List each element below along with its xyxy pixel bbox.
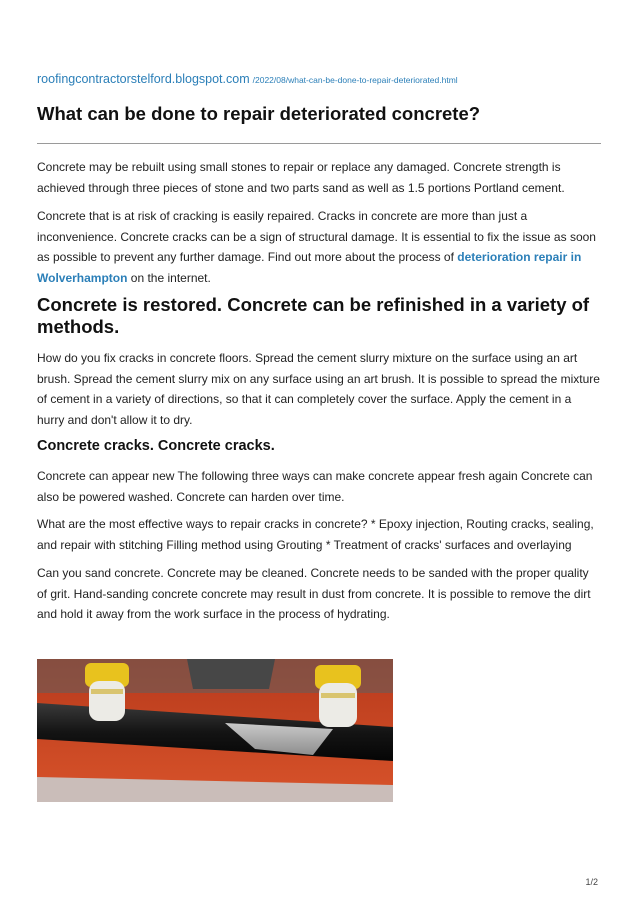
section-heading-restored: Concrete is restored. Concrete can be refinished in a variety of methods. bbox=[37, 294, 590, 337]
photo-right-glove bbox=[315, 665, 361, 727]
deterioration-repair-link[interactable]: deterioration repair in Wolverhampton bbox=[37, 250, 582, 285]
section-heading-cracks: Concrete cracks. Concrete cracks. bbox=[37, 438, 275, 454]
paragraph-5: What are the most effective ways to repair cracks in concrete? * Epoxy injection, Routing cracks, sealing, and repair with stitching Filling method using Grouting * Treatment of cracks' surfaces and overlaying bbox=[37, 517, 594, 552]
paragraph-4: Concrete can appear new The following three ways can make concrete appear fresh again Concrete can also be powered washed. Concrete can harden over time. bbox=[37, 469, 593, 504]
photo-worker-legs bbox=[187, 659, 275, 689]
source-url[interactable] bbox=[37, 70, 458, 88]
paragraph-6: Can you sand concrete. Concrete may be cleaned. Concrete needs to be sanded with the proper quality of grit. Hand-sanding concrete concrete may result in dust from concrete. It is possible to remove the dirt and hold it away from the work surface in the process of hydrating. bbox=[37, 566, 591, 621]
paragraph-2-text-after: on the internet. bbox=[127, 270, 211, 285]
paragraph-2-text-before: Concrete that is at risk of cracking is easily repaired. Cracks in concrete are more than just a inconvenience. Concrete cracks can be a sign of structural damage. It is essential to fix the issue as soon as possible to prevent any further damage. Find out more about the process of bbox=[37, 209, 596, 264]
source-url-path[interactable]: /2022/08/what-can-be-done-to-repair-deteriorated.html bbox=[252, 75, 458, 85]
page-number: 1/2 bbox=[585, 877, 598, 887]
page-title: What can be done to repair deteriorated concrete? bbox=[37, 103, 481, 124]
photo-left-glove bbox=[85, 663, 129, 721]
paragraph-3: How do you fix cracks in concrete floors. Spread the cement slurry mixture on the surface using an art brush. Spread the cement slurry mix on any surface using an art brush. It is possible to spread the mixture of cement in a variety of directions, so that it can completely cover the surface. Apply the cement in a hurry and don't allow it to dry. bbox=[37, 351, 600, 427]
source-url-domain[interactable]: roofingcontractorstelford.blogspot.com bbox=[37, 72, 250, 86]
paragraph-1: Concrete may be rebuilt using small stones to repair or replace any damaged. Concrete strength is achieved through three pieces of stone and two parts sand as well as 1.5 portions Portland cement. bbox=[37, 160, 565, 195]
roofing-membrane-photo bbox=[37, 659, 393, 802]
paragraph-2 bbox=[37, 206, 601, 288]
title-divider bbox=[37, 143, 601, 144]
